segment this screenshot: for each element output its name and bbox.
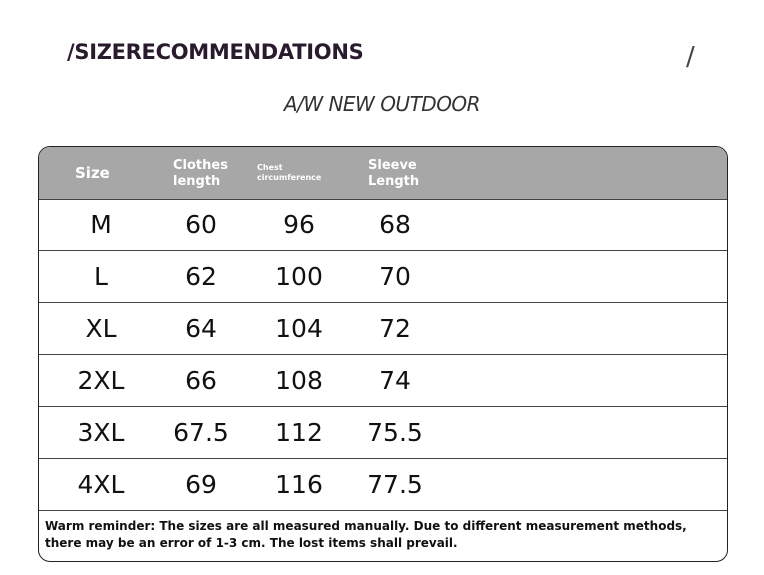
cell-chest: 100: [275, 262, 323, 291]
cell-size: L: [94, 262, 108, 291]
table-row: [39, 459, 727, 511]
header-clothes-length: Clothes length: [173, 158, 228, 189]
decorative-slash: /: [686, 42, 695, 72]
warm-reminder-note: Warm reminder: The sizes are all measured manually. Due to different measurement methods, there may be an error of 1-3 cm. The lost items shall prevail.: [45, 519, 687, 550]
cell-sleeve: 70: [379, 262, 411, 291]
cell-sleeve: 68: [379, 210, 411, 239]
table-row: [39, 407, 727, 459]
cell-sleeve: 77.5: [367, 470, 423, 499]
cell-chest: 116: [275, 470, 323, 499]
table-row: [39, 355, 727, 407]
cell-clothes-length: 64: [185, 314, 217, 343]
table-row: [39, 199, 727, 251]
cell-sleeve: 72: [379, 314, 411, 343]
cell-size: M: [90, 210, 112, 239]
cell-clothes-length: 69: [185, 470, 217, 499]
page-title: /SIZERECOMMENDATIONS: [67, 40, 364, 64]
cell-size: 4XL: [77, 470, 125, 499]
cell-size: 2XL: [77, 366, 125, 395]
cell-size: 3XL: [77, 418, 125, 447]
cell-chest: 108: [275, 366, 323, 395]
cell-chest: 104: [275, 314, 323, 343]
cell-sleeve: 75.5: [367, 418, 423, 447]
table-row: [39, 251, 727, 303]
table-row: [39, 303, 727, 355]
cell-size: XL: [85, 314, 117, 343]
header-sleeve-length: Sleeve Length: [368, 158, 420, 189]
header-size: Size: [75, 164, 110, 182]
cell-clothes-length: 66: [185, 366, 217, 395]
cell-sleeve: 74: [379, 366, 411, 395]
cell-clothes-length: 62: [185, 262, 217, 291]
cell-clothes-length: 60: [185, 210, 217, 239]
cell-chest: 112: [275, 418, 323, 447]
cell-chest: 96: [283, 210, 315, 239]
cell-clothes-length: 67.5: [173, 418, 229, 447]
header-chest-circumference: Chest circumference: [257, 163, 322, 182]
table-header: [39, 147, 727, 200]
page-subtitle: A/W NEW OUTDOOR: [283, 92, 481, 116]
size-table: [38, 146, 728, 562]
